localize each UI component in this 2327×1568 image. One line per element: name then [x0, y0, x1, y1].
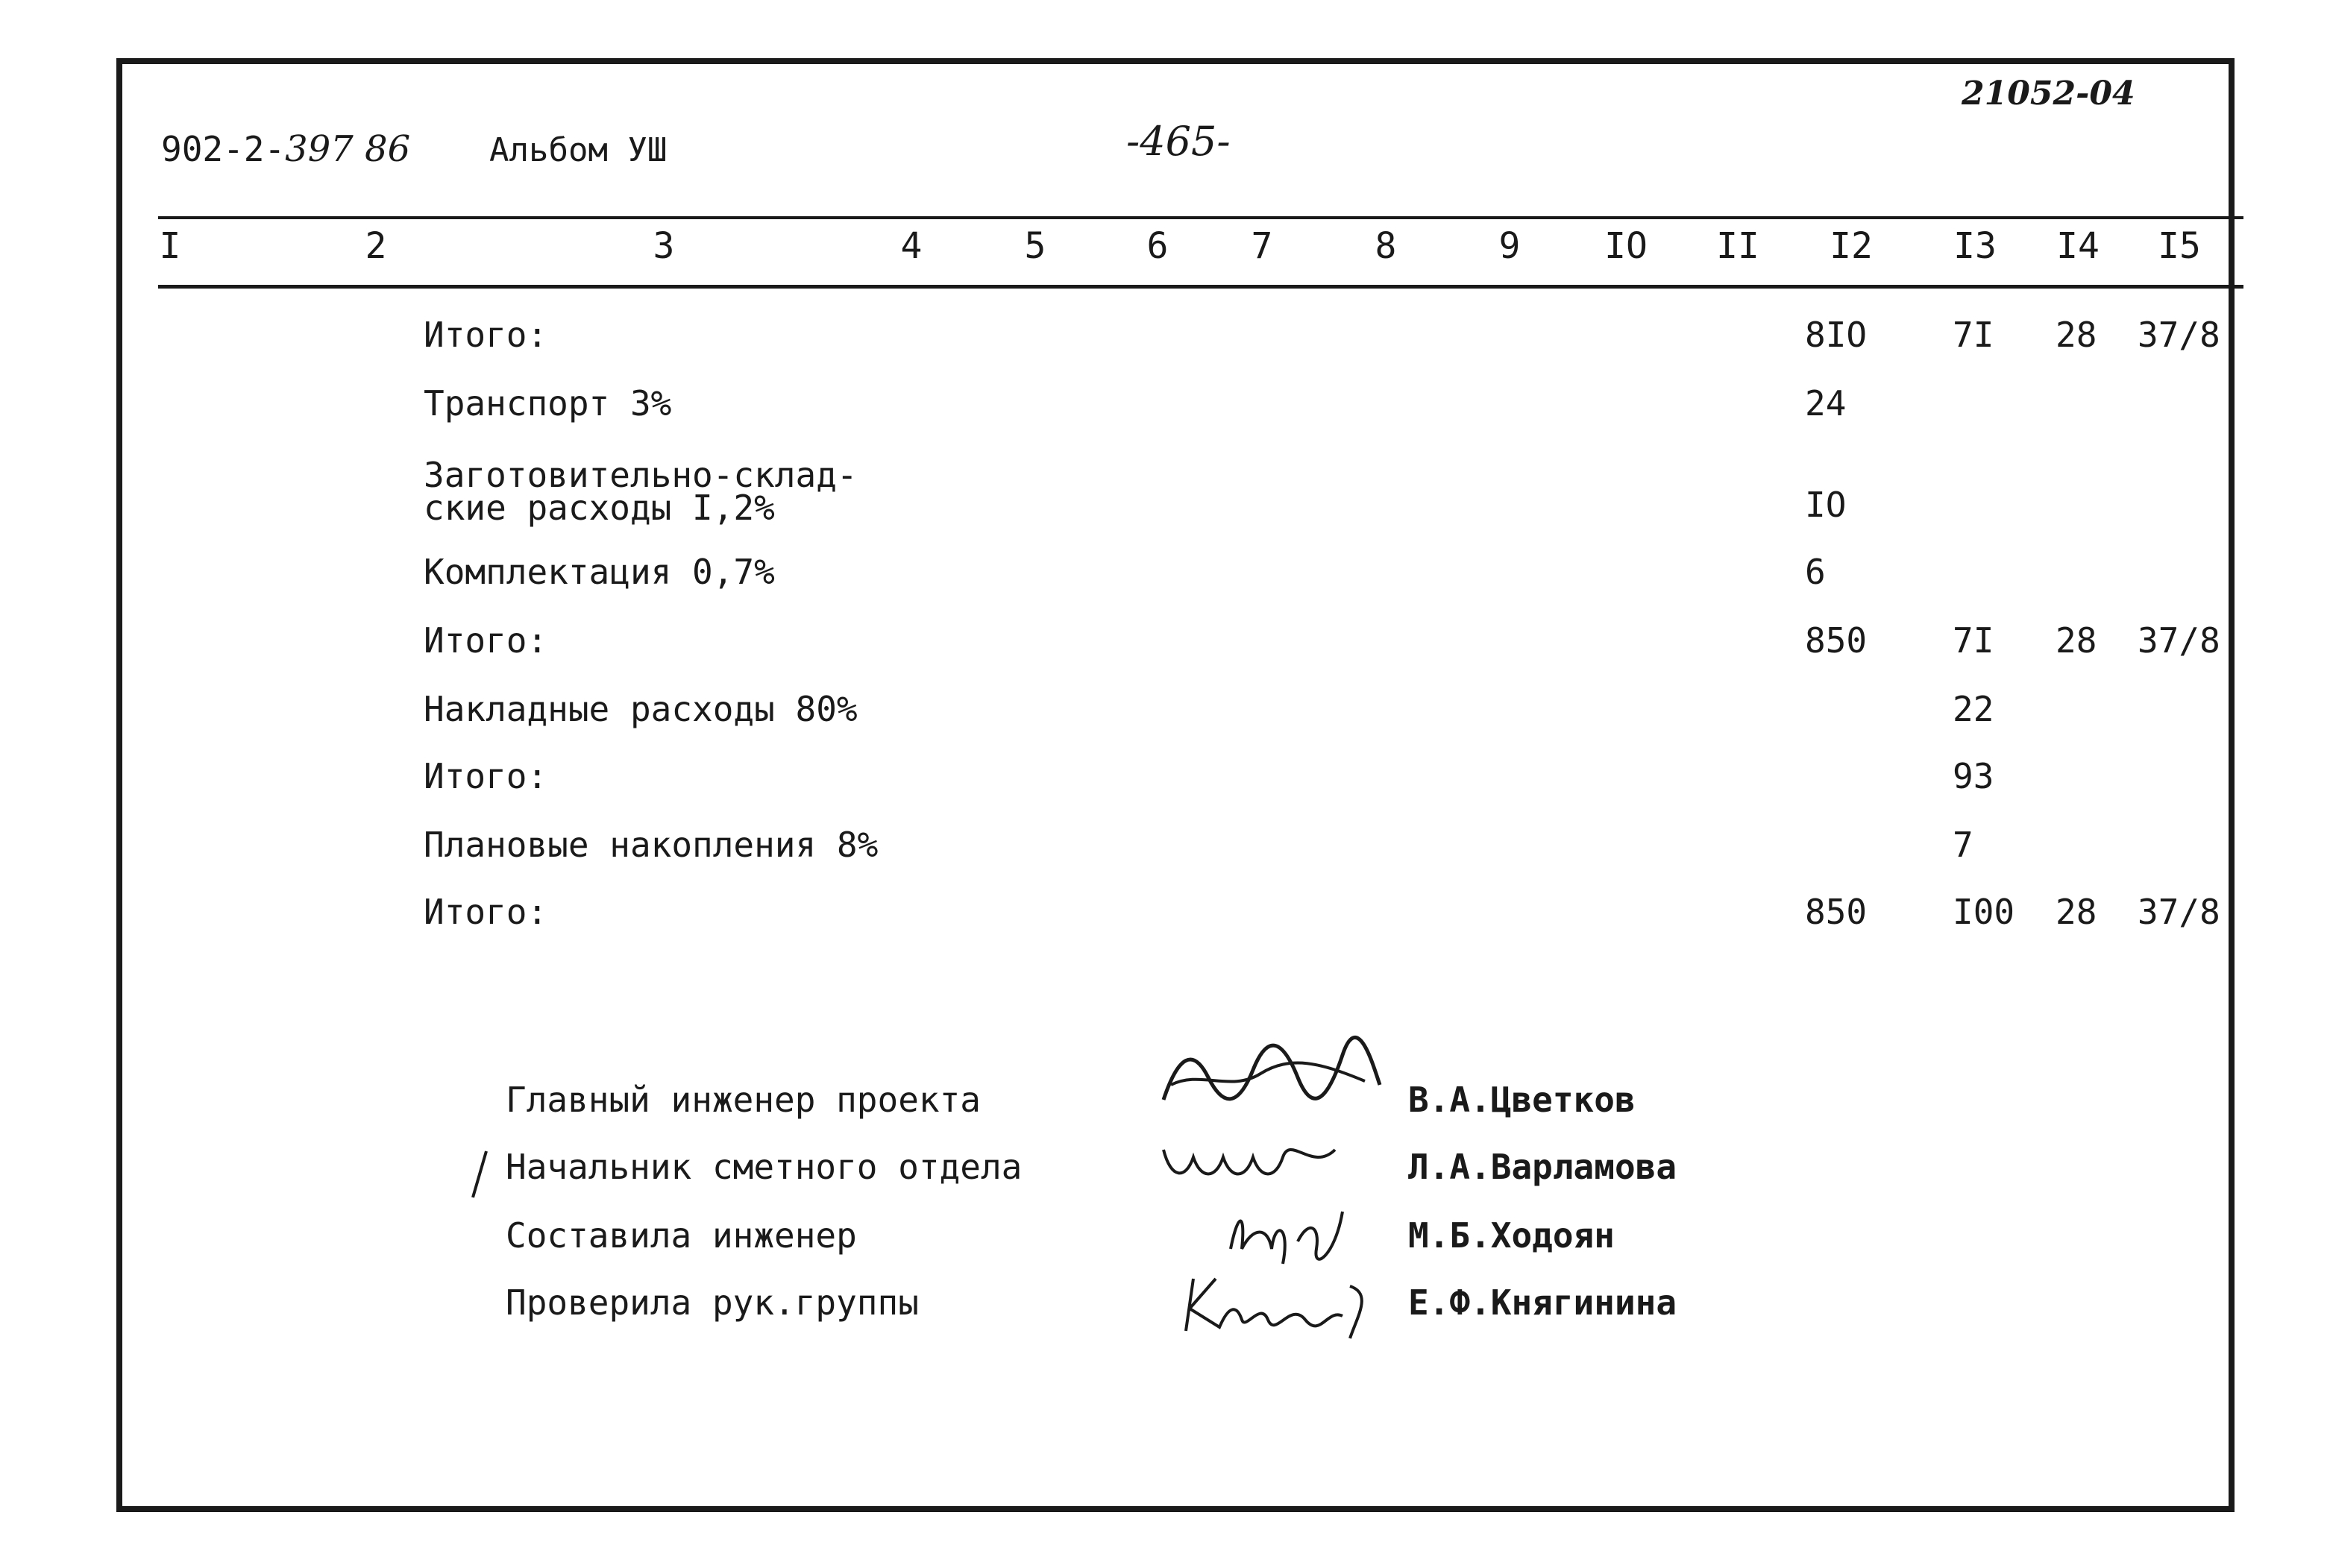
cell-col12: 8IO — [1805, 315, 1868, 355]
column-number-5: 5 — [1024, 225, 1046, 267]
document-code-printed: 902-2- — [161, 129, 286, 169]
signatory-name: Л.А.Варламова — [1408, 1147, 1677, 1187]
signature-role: Проверила рук.группы — [506, 1282, 919, 1323]
row-label: Заготовительно-склад- — [424, 455, 858, 495]
cell-col12: 850 — [1805, 620, 1868, 661]
cell-col14: 28 — [2056, 620, 2097, 661]
row-label: Накладные расходы 80% — [424, 689, 858, 729]
column-number-4: 4 — [900, 225, 923, 267]
cell-col14: 28 — [2056, 315, 2097, 355]
column-number-12: I2 — [1830, 225, 1873, 267]
handwritten-signature-icon — [1149, 1029, 1395, 1118]
handwritten-signature-icon — [1149, 1127, 1395, 1194]
cell-col12: 6 — [1805, 552, 1826, 592]
cell-col13: 22 — [1953, 689, 1994, 729]
signature-role: Начальник сметного отдела — [506, 1147, 1023, 1187]
cell-col12: IO — [1805, 485, 1847, 525]
row-label: Итого: — [424, 756, 548, 796]
corner-number: 21052-04 — [1962, 75, 2135, 113]
header-rule-top — [158, 216, 2243, 219]
column-number-9: 9 — [1498, 225, 1521, 267]
column-number-3: 3 — [653, 225, 675, 267]
document-code — [161, 128, 410, 170]
column-number-10: IO — [1604, 225, 1648, 267]
signature-role: Составила инженер — [506, 1215, 857, 1256]
column-number-2: 2 — [365, 225, 387, 267]
cell-col14: 28 — [2056, 892, 2097, 932]
page-number: -465- — [1126, 118, 1231, 165]
cell-col15: 37/8 — [2138, 620, 2220, 661]
column-number-8: 8 — [1375, 225, 1397, 267]
cell-col13: 93 — [1953, 756, 1994, 796]
cell-col15: 37/8 — [2138, 315, 2220, 355]
cell-col12: 850 — [1805, 892, 1868, 932]
header-rule-bottom — [158, 285, 2243, 289]
column-number-7: 7 — [1251, 225, 1273, 267]
album-title: Альбом УШ — [489, 131, 668, 169]
cell-col12: 24 — [1805, 383, 1847, 424]
signature-role: Главный инженер проекта — [506, 1080, 981, 1120]
column-number-1: I — [159, 225, 181, 267]
row-label: Итого: — [424, 892, 548, 932]
column-number-15: I5 — [2158, 225, 2201, 267]
cell-col13: 7I — [1953, 315, 1994, 355]
signatory-name: М.Б.Ходоян — [1408, 1215, 1615, 1256]
column-number-14: I4 — [2056, 225, 2100, 267]
handwritten-signature-icon — [1149, 1260, 1395, 1350]
cell-col13: 7 — [1953, 825, 1973, 865]
column-number-11: II — [1716, 225, 1759, 267]
document-code-handwritten: 397 86 — [285, 128, 411, 170]
column-number-13: I3 — [1953, 225, 1997, 267]
cell-col13: I00 — [1953, 892, 2015, 932]
row-label: Комплектация 0,7% — [424, 552, 775, 592]
signatory-name: Е.Ф.Княгинина — [1408, 1282, 1677, 1323]
column-number-6: 6 — [1146, 225, 1169, 267]
row-label: Итого: — [424, 315, 548, 355]
cell-col13: 7I — [1953, 620, 1994, 661]
row-label: Плановые накопления 8% — [424, 825, 879, 865]
signatory-name: В.А.Цветков — [1408, 1080, 1636, 1120]
row-label: Транспорт 3% — [424, 383, 672, 424]
row-label: Итого: — [424, 620, 548, 661]
cell-col15: 37/8 — [2138, 892, 2220, 932]
check-mark-icon — [468, 1148, 491, 1200]
row-label-continued: ские расходы I,2% — [424, 488, 775, 528]
